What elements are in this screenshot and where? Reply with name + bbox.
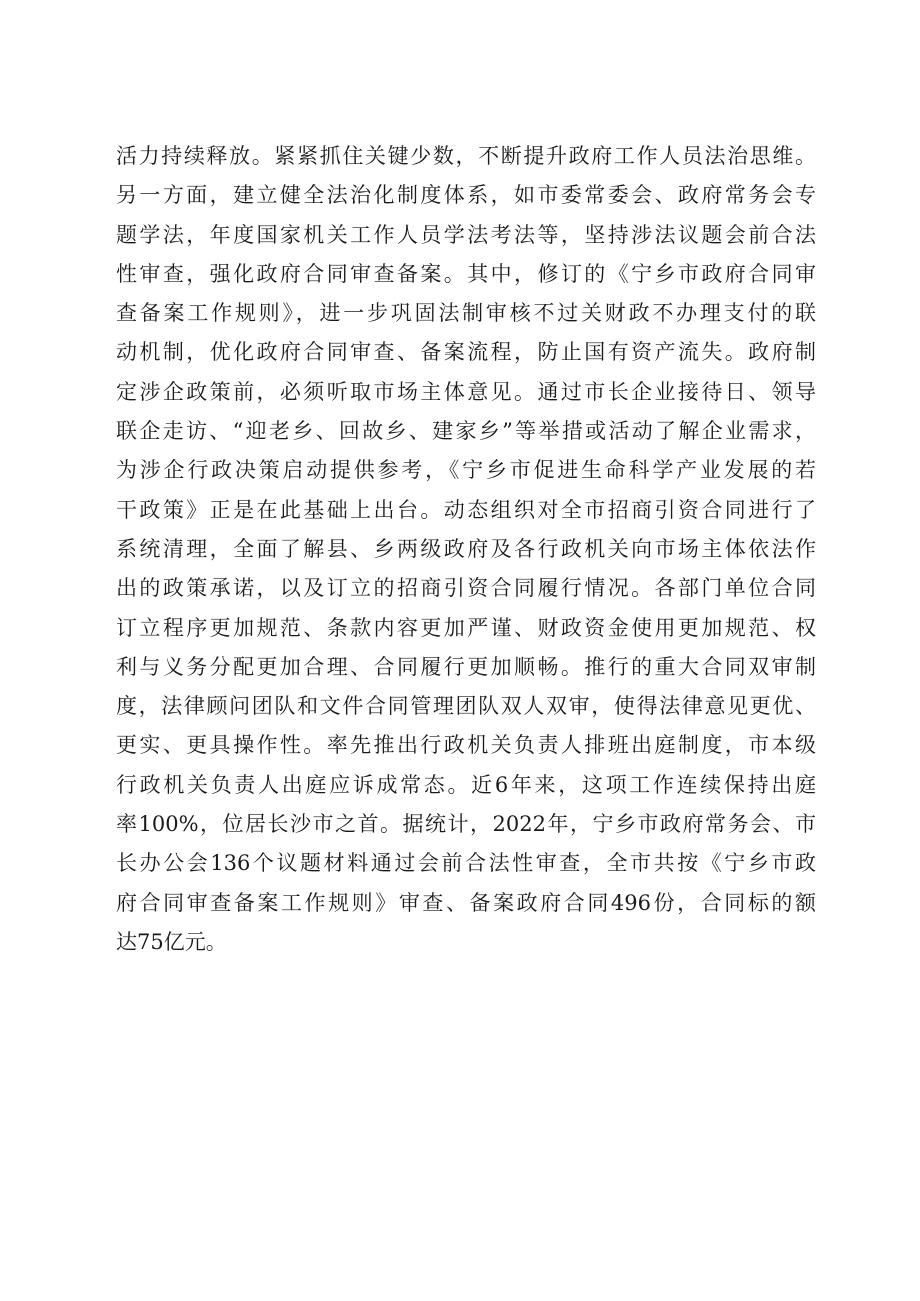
text-line: 题学法，年度国家机关工作人员学法考法等，坚持涉法议题会前合法: [116, 222, 816, 247]
text-line: 行政机关负责人出庭应诉成常态。近6年来，这项工作连续保持出庭: [116, 772, 816, 797]
text-line: 出的政策承诺，以及订立的招商引资合同履行情况。各部门单位合同: [116, 576, 816, 601]
text-line: 联企走访、“迎老乡、回故乡、建家乡”等举措或活动了解企业需求，: [116, 419, 816, 444]
text-line: 更实、更具操作性。率先推出行政机关负责人排班出庭制度，市本级: [116, 733, 816, 758]
text-line: 利与义务分配更加合理、合同履行更加顺畅。推行的重大合同双审制: [116, 654, 816, 679]
text-line: 另一方面，建立健全法治化制度体系，如市委常委会、政府常务会专: [116, 183, 816, 208]
text-line: 订立程序更加规范、条款内容更加严谨、财政资金使用更加规范、权: [116, 615, 816, 640]
text-line: 定涉企政策前，必须听取市场主体意见。通过市长企业接待日、领导: [116, 379, 816, 404]
text-line: 系统清理，全面了解县、乡两级政府及各行政机关向市场主体依法作: [116, 536, 816, 561]
text-line: 度，法律顾问团队和文件合同管理团队双人双审，使得法律意见更优、: [116, 694, 816, 719]
text-line: 性审查，强化政府合同审查备案。其中，修订的《宁乡市政府合同审: [116, 261, 816, 286]
text-line: 查备案工作规则》，进一步巩固法制审核不过关财政不办理支付的联: [116, 301, 816, 326]
text-line: 干政策》正是在此基础上出台。动态组织对全市招商引资合同进行了: [116, 497, 816, 522]
text-line: 为涉企行政决策启动提供参考，《宁乡市促进生命科学产业发展的若: [116, 458, 816, 483]
text-line: 府合同审查备案工作规则》审查、备案政府合同496份，合同标的额: [116, 890, 816, 915]
text-line: 长办公会136个议题材料通过会前合法性审查，全市共按《宁乡市政: [116, 851, 816, 876]
body-paragraph: [116, 137, 816, 962]
text-line: 活力持续释放。紧紧抓住关键少数，不断提升政府工作人员法治思维。: [116, 144, 816, 168]
text-line: 动机制，优化政府合同审查、备案流程，防止国有资产流失。政府制: [116, 340, 816, 365]
text-line: 达75亿元。: [116, 929, 227, 954]
text-line: 率100%，位居长沙市之首。据统计，2022年，宁乡市政府常务会、市: [116, 812, 816, 837]
